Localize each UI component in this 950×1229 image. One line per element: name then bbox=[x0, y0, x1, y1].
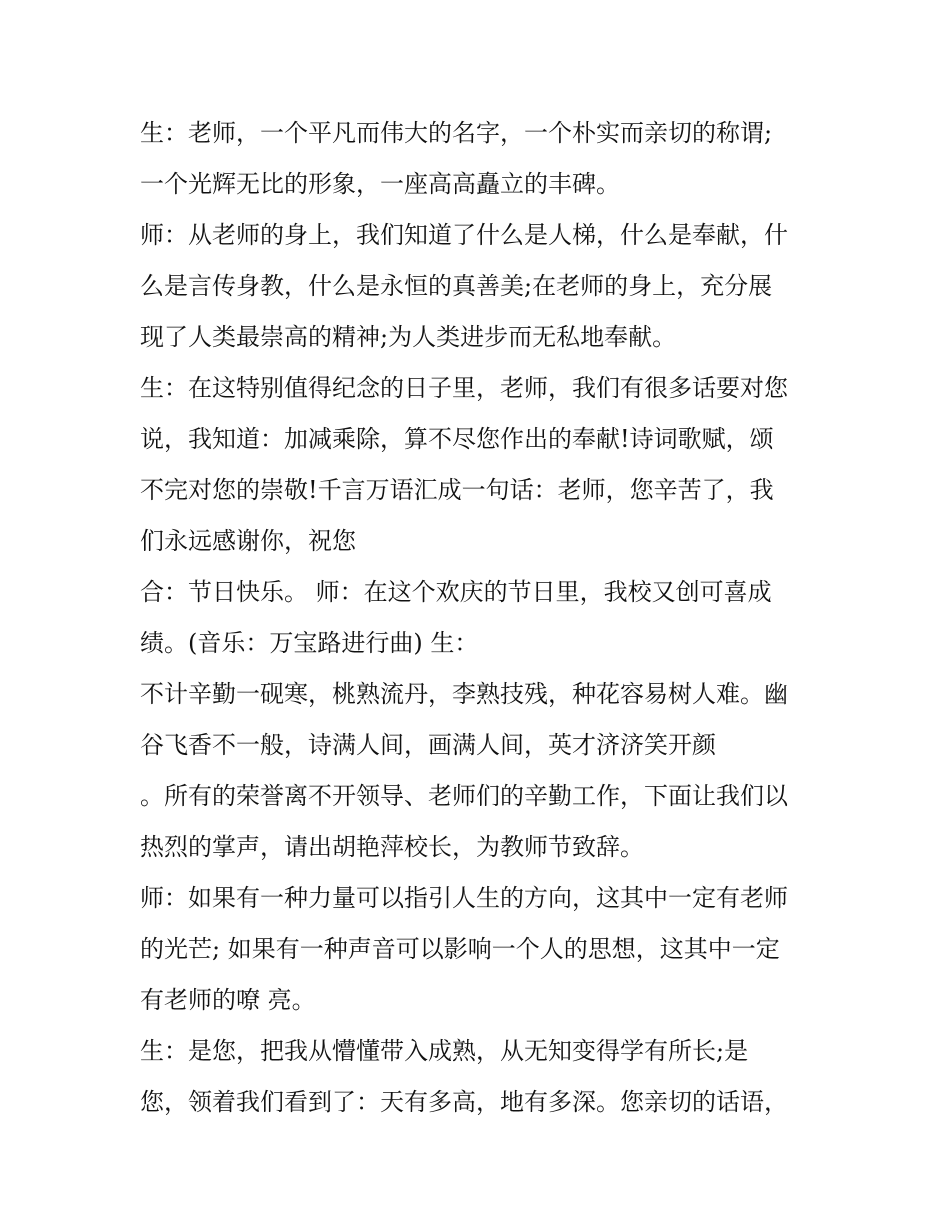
text-line: 合：节日快乐。 师：在这个欢庆的节日里，我校又创可喜成 bbox=[140, 578, 772, 606]
text-line: 生：是您，把我从懵懂带入成熟，从无知变得学有所长;是 bbox=[140, 1037, 749, 1065]
text-line: 的光芒; 如果有一种声音可以影响一个人的思想，这其中一定 bbox=[140, 935, 780, 963]
text-line: 说，我知道：加减乘除，算不尽您作出的奉献!诗词歌赋，颂 bbox=[140, 425, 774, 453]
text-line: 生：在这特别值得纪念的日子里，老师，我们有很多话要对您 bbox=[140, 374, 788, 402]
text-line: 生：老师，一个平凡而伟大的名字，一个朴实而亲切的称谓; bbox=[140, 119, 773, 147]
text-line: 热烈的掌声，请出胡艳萍校长，为教师节致辞。 bbox=[140, 833, 644, 861]
text-line: 们永远感谢你，祝您 bbox=[140, 527, 356, 555]
text-line: 不完对您的崇敬!千言万语汇成一句话：老师，您辛苦了，我 bbox=[140, 476, 774, 504]
text-line: 不计辛勤一砚寒，桃熟流丹，李熟技残，种花容易树人难。幽 bbox=[140, 680, 788, 708]
text-line: 么是言传身教，什么是永恒的真善美;在老师的身上，充分展 bbox=[140, 272, 773, 300]
text-line: 绩。(音乐：万宝路进行曲) 生： bbox=[140, 629, 479, 657]
text-line: 师：从老师的身上，我们知道了什么是人梯，什么是奉献，什 bbox=[140, 221, 788, 249]
text-line: 师：如果有一种力量可以指引人生的方向，这其中一定有老师 bbox=[140, 884, 788, 912]
text-line: 一个光辉无比的形象，一座高高矗立的丰碑。 bbox=[140, 170, 620, 198]
text-line: 您，领着我们看到了：天有多高，地有多深。您亲切的话语， bbox=[140, 1088, 788, 1116]
document-body bbox=[140, 108, 830, 1128]
text-line: 有老师的嘹 亮。 bbox=[140, 986, 316, 1014]
text-line: 。所有的荣誉离不开领导、老师们的辛勤工作，下面让我们以 bbox=[140, 782, 788, 810]
text-line: 现了人类最崇高的精神;为人类进步而无私地奉献。 bbox=[140, 323, 677, 351]
text-line: 谷飞香不一般，诗满人间，画满人间，英才济济笑开颜 bbox=[140, 731, 716, 759]
